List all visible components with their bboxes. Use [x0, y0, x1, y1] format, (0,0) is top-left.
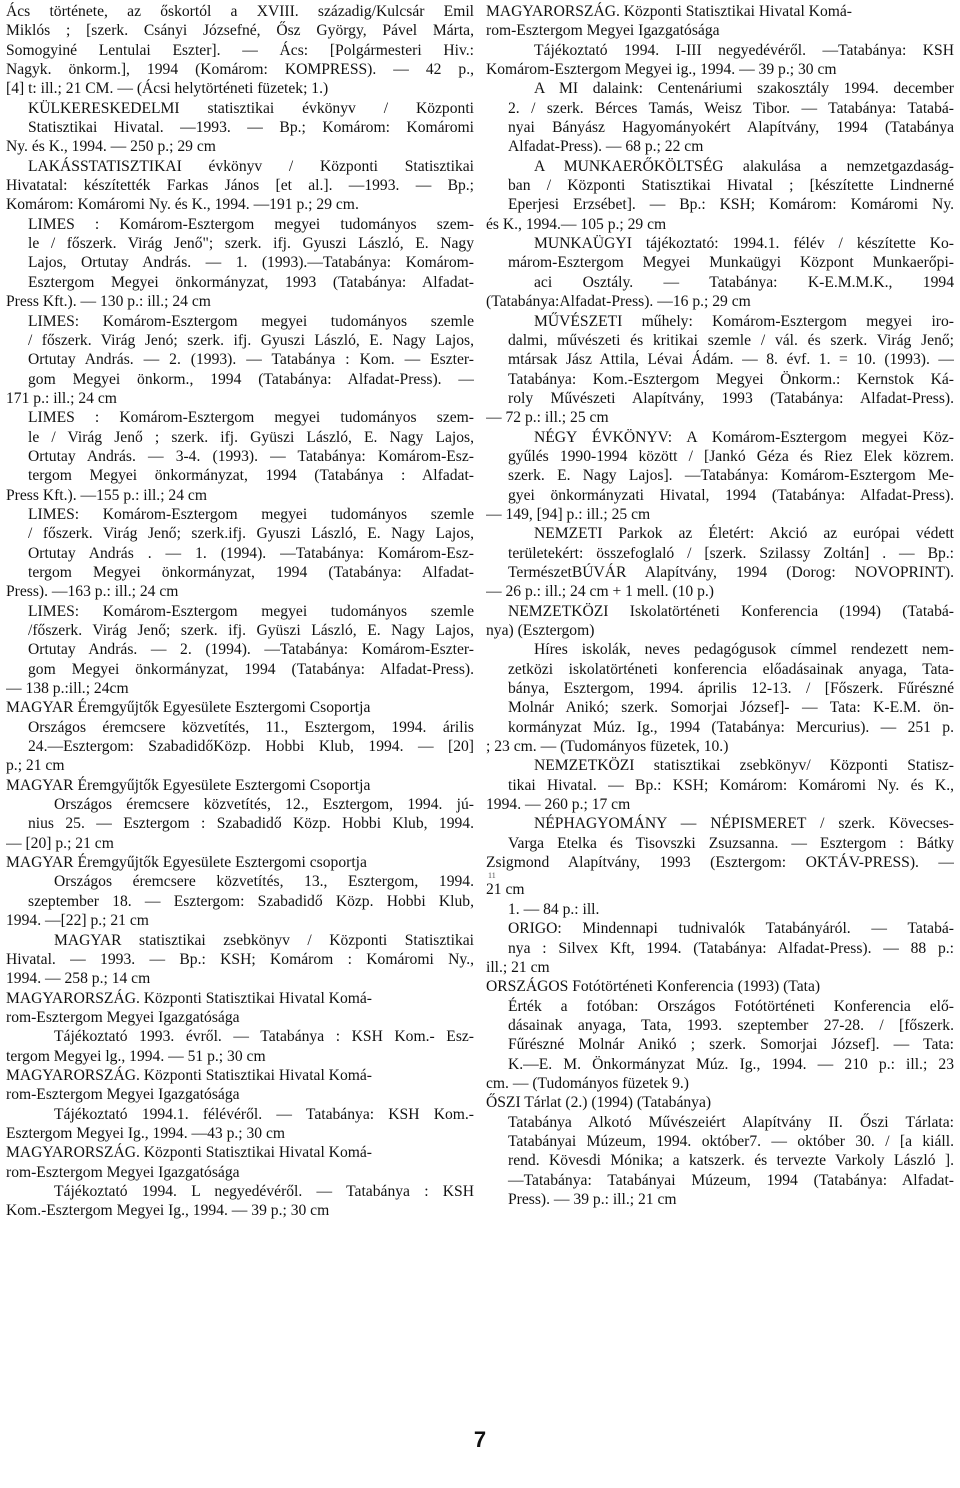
entry-line: nyai Bányász Hagyományokért Alapítvány, 1994 (Tatabánya — [508, 119, 954, 137]
entry-line: rom-Esztergom Megyei Igazgatósága — [6, 1086, 240, 1104]
entry-line: A MI dalaink: Centenáriumi szakosztály 1994. december — [534, 80, 954, 98]
entry-line: cm. — (Tudományos füzetek 9.) — [486, 1074, 689, 1092]
entry-line: 24.—Esztergom: SzabadidőKözp. Hobbi Klub, 1994. — [20] — [28, 738, 474, 756]
entry-line: zetközi iskolatörténeti konferencia előadásainak anyaga, Tata- — [508, 660, 954, 678]
entry-line: 21 cm — [486, 881, 525, 899]
entry-line: MAGYAR Éremgyűjtők Egyesülete Esztergomi csoportja — [6, 854, 367, 872]
entry-line: Országos éremcsere közvetítés, 11., Esztergom, 1994. árilis — [28, 718, 474, 736]
entry-line: /főszerk. Virág Jenő; szerk. ifj. Gyüszi László, E. Nagy Lajos, — [28, 622, 474, 639]
entry-line: Tájékoztató 1993. évről. — Tatabánya : KSH Kom.- Esz- — [54, 1028, 474, 1046]
entry-line: MAGYAR Éremgyűjtők Egyesülete Esztergomi Csoportja — [6, 699, 371, 717]
entry-line: Tatabányai Múzeum, 1994. október7. — október 30. / [a kiáll. — [508, 1132, 954, 1150]
entry-line: Lajos, Ortutay András. — 1. (1993).—Tatabánya: Komárom- — [28, 254, 474, 272]
entry-line: Híres iskolák, neves pedagógusok címmel rendezett nem- — [534, 641, 954, 659]
entry-line: rom-Esztergom Megyei Igazgatósága — [486, 22, 720, 40]
entry-line: tikai Hivatal. — Bp.: KSH; Komárom: Komáromi Ny. és K., — [508, 776, 954, 794]
entry-line: / főszerk. Virág Jenó; szerk. ifj. Gyuszi László, E. Nagy Lajos, — [28, 331, 474, 349]
entry-line: MAGYAR Éremgyűjtők Egyesülete Esztergomi Csoportja — [6, 776, 371, 794]
entry-line: szeptember 18. — Esztergom: Szabadidő Közp. Hobbi Klub, — [28, 892, 474, 910]
entry-line: ORSZÁGOS Fotótörténeti Konferencia (1993) (Tata) — [486, 978, 821, 996]
entry-line: Somogyiné Lentulai Eszter]. — Ács: [Polgármesteri Hiv.: — [6, 41, 474, 59]
entry-line: rend. Kövesdi Mónika; a katszerk. és tervezte Varkoly László ]. — [508, 1152, 954, 1170]
bibliography-entry — [6, 989, 474, 1066]
entry-line: MAGYARORSZÁG. Központi Statisztikai Hivatal Komá- — [486, 3, 852, 20]
entry-line: Miklós ; [szerk. Csányi Józsefné, Ősz György, Pável Márta, — [6, 22, 474, 40]
entry-line: rom-Esztergom Megyei Igazgatósága — [6, 1163, 240, 1181]
entry-line: (Tatabánya:Alfadat-Press). —16 p.; 29 cm — [486, 293, 751, 311]
bibliography-entry — [486, 79, 954, 156]
entry-line: — 149, [94] p.: ill.; 25 cm — [486, 505, 651, 523]
entry-line: dalmi, művészeti és kritikai szemle / vál. és szerk. Virág Jenő; — [508, 331, 954, 349]
entry-line: Ortutay András . — 1. (1994). —Tatabánya: Komárom-Esz- — [28, 544, 474, 562]
entry-line: le / Virág Jenő ; szerk. ifj. Gyüszi László, E. Nagy Lajos, — [28, 428, 474, 446]
entry-line: nya : Silvex Kft, 1994. (Tatabánya: Alfadat-Press). — 88 p.: — [508, 939, 954, 957]
bibliography-entry — [6, 99, 474, 157]
entry-line: LIMES : Komárom-Esztergom megyei tudományos szem- — [28, 215, 474, 233]
bibliography-entry — [486, 2, 954, 79]
entry-line: —Tatabánya: Tatabányai Múzeum, 1994 (Tatabánya: Alfadat- — [508, 1171, 954, 1189]
entry-line: — [20] p.; 21 cm — [6, 834, 114, 852]
entry-line: Országos éremcsere közvetítés, 13., Esztergom, 1994. — [54, 873, 474, 891]
entry-line: Tájékoztató 1994. L negyedévéről. — Tatabánya : KSH — [54, 1182, 474, 1200]
entry-line: 1994. —[22] p.; 21 cm — [6, 912, 149, 930]
entry-line: Fűrészné Molnár Anikó ; szerk. Somorjai József]. — Tata: — [508, 1036, 954, 1054]
entry-line: le / főszerk. Virág Jenő"; szerk. ifj. Gyuszi László, E. Nagy — [28, 235, 474, 253]
entry-line: ORIGO: Mindennapi tudnivalók Tatabányáról. — Tatabá- — [508, 920, 954, 938]
entry-line: gyei önkormányzati Hivatal, 1994 (Tatabánya: Alfadat-Press). — [508, 486, 954, 504]
entry-line: MAGYAR statisztikai zsebkönyv / Központi Statisztikai — [54, 931, 474, 949]
entry-line: roly Művészeti Alapítvány, 1993 (Tatabánya: Alfadat-Press). — [508, 389, 954, 407]
entry-line: ŐSZI Tárlat (2.) (1994) (Tatabánya) — [486, 1094, 712, 1112]
entry-line: — 26 p.: ill.; 24 cm + 1 mell. (10 p.) — [486, 583, 714, 601]
bibliography-entry — [6, 853, 474, 930]
entry-line: KÜLKERESKEDELMI statisztikai évkönyv / Központi — [28, 99, 474, 117]
bibliography-entry — [6, 698, 474, 775]
bibliography-entry — [6, 931, 474, 989]
entry-line: Komárom: Komáromi Ny. és K., 1994. —191 p.; 29 cm. — [6, 196, 359, 214]
entry-line: Hivatal. — 1993. — Bp.: KSH; Komárom : Komáromi Ny., — [6, 950, 474, 968]
entry-line: p.; 21 cm — [6, 757, 65, 775]
entry-line: szerk. E. Nagy Lajos]. —Tatabánya: Komárom-Esztergom Me- — [508, 467, 954, 485]
entry-line: NÉPHAGYOMÁNY — NÉPISMERET / szerk. Kövecses- — [534, 815, 954, 833]
entry-line: Ács története, az őskortól a XVIII. századig/Kulcsár Emil — [6, 3, 474, 20]
bibliography-entry — [486, 157, 954, 234]
entry-line: 1994. — 260 p.; 17 cm — [486, 796, 631, 814]
entry-line: MUNKAÜGYI tájékoztató: 1994.1. félév / készítette Ko- — [534, 235, 954, 253]
marginal-mark: 11 — [488, 871, 496, 881]
entry-line: Hivatatal: készítették Farkas János [et al.]. —1993. — Bp.; — [6, 177, 474, 195]
entry-line: MAGYARORSZÁG. Központi Statisztikai Hivatal Komá- — [6, 1144, 372, 1162]
entry-line: ban / Központi Statisztikai Hivatal ; [készítette Lindnerné — [508, 177, 954, 195]
entry-line: 2. / szerk. Bérces Tamás, Weisz Tibor. — Tatabánya: Tatabá- — [508, 99, 954, 117]
entry-line: MAGYARORSZÁG. Központi Statisztikai Hivatal Komá- — [6, 989, 372, 1007]
entry-line: Esztergom Megyei Ig., 1994. —43 p.; 30 cm — [6, 1124, 286, 1142]
bibliography-entry — [486, 1093, 954, 1209]
bibliography-entry — [486, 602, 954, 757]
entry-line: nya) (Esztergom) — [486, 622, 595, 639]
entry-line: Tájékoztató 1994.1. félévéről. — Tatabánya: KSH Kom.- — [54, 1105, 474, 1123]
entry-line: ill.; 21 cm — [486, 958, 550, 976]
entry-line: gyűlés 1990-1994 között / [Jankó Géza és Riez Elek közrem. — [508, 447, 954, 465]
entry-line: Ny. és K., 1994. — 250 p.; 29 cm — [6, 138, 216, 156]
entry-line: NEMZETI Parkok az Életért: Akció az európai védett — [534, 525, 954, 543]
entry-line: — 138 p.:ill.; 24cm — [6, 680, 129, 698]
entry-line: Komárom-Esztergom Megyei ig., 1994. — 39 p.; 30 cm — [486, 61, 837, 79]
entry-line: Ortutay András. — 3-4. (1993). — Tatabánya: Komárom-Esz- — [28, 447, 474, 465]
entry-line: — 72 p.: ill.; 25 cm — [486, 409, 609, 427]
entry-line: Molnár Anikó; szerk. Somorjai József]- — Tata: K-E.M. ön- — [508, 699, 954, 717]
entry-line: Tatabánya Alkotó Művészeiért Alapítvány II. Őszi Tárlata: — [508, 1113, 954, 1131]
bibliography-entry — [486, 234, 954, 311]
bibliography-entry — [486, 312, 954, 428]
entry-line: Press). —163 p.: ill.; 24 cm — [6, 583, 179, 601]
entry-line: K.—E. M. Önkormányzat Múz. Ig., 1994. — 210 p.: ill.; 23 — [508, 1055, 954, 1073]
bibliography-entry — [6, 1143, 474, 1220]
entry-line: és K., 1994.— 105 p.; 29 cm — [486, 215, 667, 233]
entry-line: MŰVÉSZETI műhely: Komárom-Esztergom megyei iro- — [534, 312, 954, 330]
left-column — [6, 2, 474, 1221]
entry-line: 171 p.: ill.; 24 cm — [6, 389, 117, 407]
bibliography-entry — [486, 872, 954, 919]
entry-line: [4] t: ill.; 21 CM. — (Ácsi helytörténeti füzetek; 1.) — [6, 80, 329, 98]
entry-line: mtársak Jász Attila, Lévai Ádám. — 8. évf. 1. = 10. (1993). — — [508, 351, 954, 369]
entry-line: LAKÁSSTATISZTIKAI évkönyv / Központi Statisztikai — [28, 157, 474, 175]
bibliography-entry — [6, 776, 474, 853]
entry-line: aci Osztály. — Tatabánya: K-E.M.M.K., 1994 — [534, 273, 954, 291]
entry-line: A MUNKAERŐKÖLTSÉG alakulása a nemzetgazdaság- — [534, 157, 954, 175]
bibliography-entry — [486, 428, 954, 525]
entry-line: nius 25. — Esztergom : Szabadidő Közp. Hobbi Klub, 1994. — [28, 815, 474, 833]
entry-line: Ortutay András. — 2. (1994). —Tatabánya: Komárom-Eszter- — [28, 641, 474, 659]
entry-line: dásainak anyaga, Tata, 1993. szeptember 27-28. / [főszerk. — [508, 1016, 954, 1034]
bibliography-entry — [6, 157, 474, 215]
entry-line: LIMES : Komárom-Esztergom megyei tudományos szem- — [28, 409, 474, 427]
bibliography-entry — [6, 2, 474, 99]
entry-line: Press Kft.). — 130 p.: ill.; 24 cm — [6, 293, 211, 311]
entry-line: Esztergom Megyei önkormányzat, 1993 (Tatabánya: Alfadat- — [28, 273, 474, 291]
entry-line: 1994. — 258 p.; 14 cm — [6, 970, 151, 988]
bibliography-entry — [486, 977, 954, 1093]
entry-line: / főszerk. Virág Jenő; szerk.ifj. Gyuszi László, E. Nagy Lajos, — [28, 525, 474, 543]
entry-line: NEMZETKÖZI statisztikai zsebkönyv/ Központi Statisz- — [534, 757, 954, 775]
entry-line: gom Megyei önkorm., 1994 (Tatabánya: Alfadat-Press). — — [28, 370, 474, 388]
bibliography-entry — [6, 408, 474, 505]
entry-line: Varga Etelka és Tisovszki Zsuzsanna. — Esztergom : Bátky — [508, 834, 954, 852]
entry-line: tergom Megyei önkormányzat, 1994 (Tatabánya: Alfadat- — [28, 563, 474, 581]
bibliography-entry — [6, 1066, 474, 1143]
entry-line: Press). — 39 p.: ill.; 21 cm — [508, 1190, 677, 1208]
bibliography-entry — [6, 312, 474, 409]
entry-line: Eperjesi Erzsébet]. — Bp.: KSH; Komárom: Komáromi Ny. — [508, 196, 954, 214]
entry-line: tergom Megyei önkormányzat, 1994 (Tatabánya : Alfadat- — [28, 467, 474, 485]
page-number: 7 — [473, 1427, 487, 1452]
bibliography-entry — [486, 756, 954, 814]
entry-line: LIMES: Komárom-Esztergom megyei tudományos szemle — [28, 602, 474, 620]
entry-line: Nagyk. önkorm.], 1994 (Komárom: KOMPRESS). — 42 p., — [6, 61, 474, 79]
entry-line: Statisztikai Hivatal. —1993. — Bp.; Komárom: Komáromi — [28, 119, 474, 137]
entry-line: Zsigmond Alapítvány, 1993 (Esztergom: OKTÁV-PRESS). — — [486, 854, 954, 872]
entry-line: NÉGY ÉVKÖNYV: A Komárom-Esztergom megyei Köz- — [534, 428, 954, 446]
entry-line: rom-Esztergom Megyei Igazgatósága — [6, 1008, 240, 1026]
bibliography-entry — [6, 505, 474, 602]
entry-line: Kom.-Esztergom Megyei Ig., 1994. — 39 p.; 30 cm — [6, 1202, 330, 1220]
entry-line: Alfadat-Press). — 68 p.; 22 cm — [508, 138, 704, 156]
entry-line: ; 23 cm. — (Tudományos füzetek, 10.) — [486, 738, 729, 756]
entry-line: LIMES: Komárom-Esztergom megyei tudományos szemle — [28, 312, 474, 330]
entry-line: NEMZETKÖZI Iskolatörténeti Konferencia (1994) (Tatabá- — [508, 602, 954, 620]
entry-line: tergom Megyei lg., 1994. — 51 p.; 30 cm — [6, 1047, 266, 1065]
bibliography-entry — [6, 215, 474, 312]
bibliography-entry — [486, 524, 954, 601]
entry-line: Tatabánya: Kom.-Esztergom Megyei Önkorm.: Kernstok Ká- — [508, 370, 954, 388]
entry-line: 1. — 84 p.: ill. — [508, 900, 600, 918]
entry-line: Press Kft.). —155 p.: ill.; 24 cm — [6, 486, 207, 504]
entry-line: Érték a fotóban: Országos Fotótörténeti Konferencia elő- — [508, 997, 954, 1015]
entry-line: MAGYARORSZÁG. Központi Statisztikai Hivatal Komá- — [6, 1066, 372, 1084]
entry-line: Tájékoztató 1994. I-III negyedévéről. —Tatabánya: KSH — [534, 41, 954, 59]
right-column — [486, 2, 954, 1209]
bibliography-entry — [486, 814, 954, 872]
entry-line: kormányzat Múz. Ig., 1994 (Tatabánya: Mercurius). — 251 p. — [508, 718, 954, 736]
entry-line: területekért: összefoglaló / [szerk. Szilassy Zoltán] . — Bp.: — [508, 544, 954, 562]
entry-line: LIMES: Komárom-Esztergom megyei tudományos szemle — [28, 505, 474, 523]
bibliography-entry — [6, 602, 474, 699]
entry-line: Országos éremcsere közvetítés, 12., Esztergom, 1994. jú- — [54, 796, 474, 814]
bibliography-entry — [486, 919, 954, 977]
entry-line: márom-Esztergom Megyei Munkaügyi Központ Munkaerőpi- — [508, 254, 954, 272]
entry-line: bánya, Esztergom, 1994. április 12-13. / [Főszerk. Fűrészné — [508, 680, 954, 698]
entry-line: TermészetBÚVÁR Alapítvány, 1994 (Dorog: NOVOPRINT). — [508, 563, 954, 581]
entry-line: gom Megyei önkormányzat, 1994 (Tatabánya: Alfadat-Press). — [28, 660, 474, 678]
entry-line: Ortutay András. — 2. (1993). — Tatabánya : Kom. — Eszter- — [28, 351, 474, 369]
